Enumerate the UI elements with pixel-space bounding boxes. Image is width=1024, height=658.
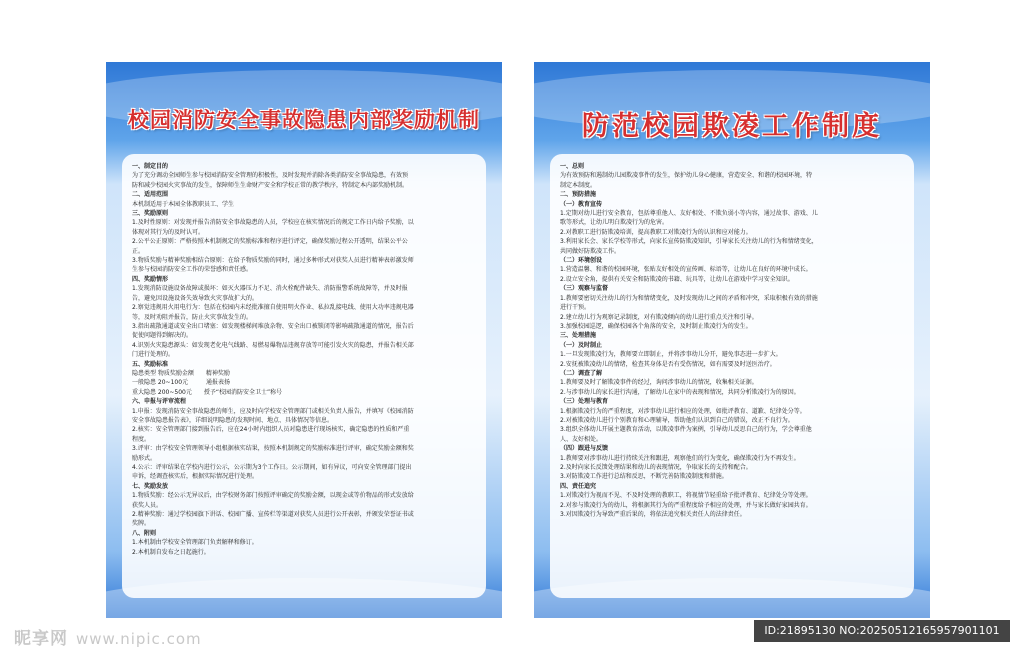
content-line: 本机制适用于本园全体教职员工、学生 [132, 200, 235, 208]
content-line: （二）调查了解 [560, 369, 603, 377]
content-line: 2.及时向家长反馈处理结果和幼儿的表现情况，争取家长的支持和配合。 [560, 464, 752, 471]
content-line: 1.物质奖励：经公示无异议后，由学校财务部门按照评审确定的奖励金额，以现金或等价物品的形式发放给 [132, 492, 414, 500]
content-line: 八、附则 [132, 529, 157, 537]
content-line: 四、责任追究 [560, 482, 597, 490]
content-line: 3.利用家长会、家长学校等形式，向家长宣传防欺凌知识，引导家长关注幼儿的行为和情绪变化， [560, 238, 818, 246]
content-line: 4.公示：评审结果在学校内进行公示，公示期为3个工作日。公示期间，如有异议，可向安全管理部门提出 [132, 464, 412, 471]
content-line: 3.组织全体幼儿开展主题教育活动，以欺凌事件为案例，引导幼儿反思自己的行为，学会尊重他 [560, 426, 812, 434]
poster-content-panel [550, 154, 914, 598]
content-line: 3.评审：由学校安全管理领导小组根据核实结果，按照本机制规定的奖励标准进行评审，确定奖励金额和奖 [132, 445, 414, 453]
content-line: 体现对其行为的及时认可。 [132, 228, 205, 236]
content-line: 奖牌。 [132, 520, 151, 528]
content-line: （三）观察与监督 [560, 285, 609, 293]
content-line: 为有效预防和遏制幼儿园欺凌事件的发生，保护幼儿身心健康，营造安全、和谐的校园环境，特 [560, 172, 813, 180]
image-id-bar: ID:21895130 NO:20250512165957901101 [754, 620, 1010, 642]
content-line: 制定本制度。 [560, 181, 597, 189]
content-line: 七、奖励发放 [132, 482, 169, 490]
content-line: 1.教师要及时了解欺凌事件的经过，询问涉事幼儿的情况，收集相关证据。 [560, 379, 758, 387]
content-line: 2.与涉事幼儿的家长进行沟通，了解幼儿在家中的表现和情况，共同分析欺凌行为的原因。 [560, 388, 800, 396]
content-line: 2.核实：安全管理部门接到报告后，应在24小时内组织人员对隐患进行现场核实，确定隐患的性质和严重 [132, 426, 410, 434]
content-line: 生参与校园消防安全工作的荣誉感和责任感。 [132, 266, 253, 274]
content-line: 2.设立安全角，提供有关安全和防欺凌的书籍、玩具等，让幼儿在游戏中学习安全知识。 [560, 275, 794, 283]
content-line: 歌等形式，让幼儿明白欺凌行为的危害。 [560, 219, 669, 227]
content-line: 告，避免因设施设备失效导致火灾事故扩大的。 [132, 294, 259, 302]
content-line: 2.公平公正原则：严格按照本机制规定的奖励标准和程序进行评定，确保奖励过程公开透明，结果公平公 [132, 238, 408, 246]
content-line: 1.教师要密切关注幼儿的行为和情绪变化，及时发现幼儿之间的矛盾和冲突，采取积极有效的措施 [560, 294, 818, 302]
content-line: 程度。 [132, 435, 151, 443]
poster-title: 防范校园欺凌工作制度 [582, 111, 882, 142]
content-line: 2.对被欺凌幼儿进行个别教育和心理辅导，帮助他们认识到自己的错误，改正不良行为。 [560, 416, 794, 424]
content-line: （四）跟进与反馈 [560, 445, 609, 453]
content-line: 2.对参与欺凌行为的幼儿，将根据其行为的严重程度给予相应的处理，并与家长做好家园共育。 [560, 501, 812, 509]
content-line: 促使问题得到解决的。 [132, 332, 193, 340]
content-line: 4.识别火灾隐患源头：如发现老化电气线路、易燃易爆物品违规存放等可能引发火灾的隐患，并报告相关部 [132, 341, 414, 349]
content-line: 一般隐患 20~100元 通报表扬 [132, 379, 231, 387]
content-line: 1.发现消防设施设备故障或损坏：如灭火器压力不足、消火栓配件缺失、消防报警系统故障等，并及时报 [132, 285, 408, 293]
content-line: 1.及时性原则：对发现并报告消防安全事故隐患的人员，学校应在核实情况后的规定工作日内给予奖励，以 [132, 219, 414, 227]
content-line: 共同做好防欺凌工作。 [560, 247, 621, 255]
content-line: 一、总则 [560, 163, 585, 170]
poster-fire-safety [106, 62, 502, 618]
content-line: 二、适用范围 [132, 191, 169, 199]
content-line: 正。 [132, 247, 145, 255]
content-line: 六、申报与评审流程 [132, 398, 187, 406]
content-line: （三）处理与教育 [560, 398, 609, 406]
poster-title: 校园消防安全事故隐患内部奖励机制 [128, 108, 480, 132]
content-line: 2.建立幼儿行为观察记录制度，对有欺凌倾向的幼儿进行重点关注和引导。 [560, 313, 758, 321]
content-line: 励形式。 [132, 454, 157, 462]
content-line: 重大隐患 200~500元 授予“校园消防安全卫士”称号 [132, 388, 283, 396]
content-line: 1.定期对幼儿进行安全教育，包括尊重他人、友好相处、不欺负弱小等内容，通过故事、游戏、儿 [560, 210, 818, 218]
content-line: 安全事故隐患报告表》，详细说明隐患的发现时间、地点、具体情况等信息。 [132, 416, 334, 424]
content-line: 1.本机制由学校安全管理部门负责解释和修订。 [132, 539, 258, 547]
content-line: 1.一旦发现欺凌行为，教师要立即制止，并将涉事幼儿分开，避免事态进一步扩大。 [560, 351, 782, 359]
content-line: 2.对教职工进行防欺凌培训，提高教职工对欺凌行为的认识和应对能力。 [560, 228, 752, 236]
content-line: 隐患类型 物质奖励金额 精神奖励 [132, 369, 230, 377]
content-line: 3.对因欺凌行为导致严重后果的，将依法追究相关责任人的法律责任。 [560, 511, 746, 519]
content-line: 进行干预。 [560, 304, 591, 312]
content-line: （一）教育宣传 [560, 200, 603, 208]
poster-anti-bullying [534, 62, 930, 618]
content-line: 二、预防措施 [560, 191, 597, 199]
content-line: 人、友好相处。 [560, 435, 603, 443]
content-line: 3.加强校园巡逻，确保校园各个角落的安全，及时制止欺凌行为的发生。 [560, 322, 752, 330]
poster-content-panel [122, 154, 486, 598]
content-line: 1.教师要对涉事幼儿进行持续关注和跟进，观察他们的行为变化，确保欺凌行为不再发生。 [560, 454, 800, 462]
content-line: 五、奖励标准 [132, 360, 169, 368]
content-line: 获奖人员。 [132, 501, 163, 509]
content-line: 防和减少校园火灾事故的发生，保障师生生命财产安全和学校正常的教学秩序，特制定本内部奖励机制。 [132, 181, 409, 189]
content-line: 申诉，经调查核实后，根据实际情况进行处理。 [132, 473, 259, 481]
content-line: 1.申报：发现消防安全事故隐患的师生，应及时向学校安全管理部门或相关负责人报告，并填写《校园消防 [132, 407, 414, 415]
content-line: 四、奖励情形 [132, 275, 169, 283]
content-line: 为了充分调动全园师生参与校园消防安全管理的积极性，及时发现并消除各类消防安全事故隐患，有效预 [132, 172, 409, 180]
content-line: 2.察觉违规用火用电行为：包括在校园内未经批准擅自使用明火作业、私拉乱接电线、使用大功率违规电器 [132, 304, 414, 312]
watermark-url: www.nipic.com [76, 630, 202, 648]
content-line: 3.对防欺凌工作进行总结和反思，不断完善防欺凌制度和措施。 [560, 473, 728, 481]
content-line: 1.对欺凌行为视而不见、不及时处理的教职工，将视情节轻重给予批评教育、纪律处分等处理。 [560, 492, 812, 500]
content-line: 2.精神奖励：通过学校园旗下讲话、校园广播、宣传栏等渠道对获奖人员进行公开表彰，并颁发荣誉证书或 [132, 511, 414, 519]
content-line: 一、制定目的 [132, 163, 169, 170]
content-line: 1.营造温馨、和谐的校园环境，张贴友好相处的宣传画、标语等，让幼儿在良好的环境中成长。 [560, 266, 812, 274]
content-line: 门进行处理的。 [132, 351, 175, 359]
content-line: 2.安抚被欺凌幼儿的情绪，检查其身体是否有受伤情况，如有需要及时送医治疗。 [560, 360, 776, 368]
content-line: 三、处理措施 [560, 332, 597, 340]
site-watermark [14, 624, 202, 649]
content-line: 3.指出疏散通道或安全出口堵塞：如发现楼梯间堆放杂物、安全出口被锁闭等影响疏散通道的情况，报告后 [132, 322, 414, 330]
content-line: 1.根据欺凌行为的严重程度，对涉事幼儿进行相应的处理，如批评教育、道歉、纪律处分等。 [560, 407, 806, 415]
content-line: 等，及时劝阻并报告，防止火灾事故发生的。 [132, 313, 253, 321]
content-line: （二）环境创设 [560, 257, 603, 265]
content-line: 2.本机制自发布之日起施行。 [132, 548, 210, 556]
content-line: （一）及时制止 [560, 341, 603, 349]
content-line: 3.物质奖励与精神奖励相结合原则：在给予物质奖励的同时，通过多种形式对获奖人员进行精神表彰激发师 [132, 257, 414, 265]
watermark-brand: 昵享网 [14, 629, 68, 649]
content-line: 三、奖励原则 [132, 210, 169, 218]
